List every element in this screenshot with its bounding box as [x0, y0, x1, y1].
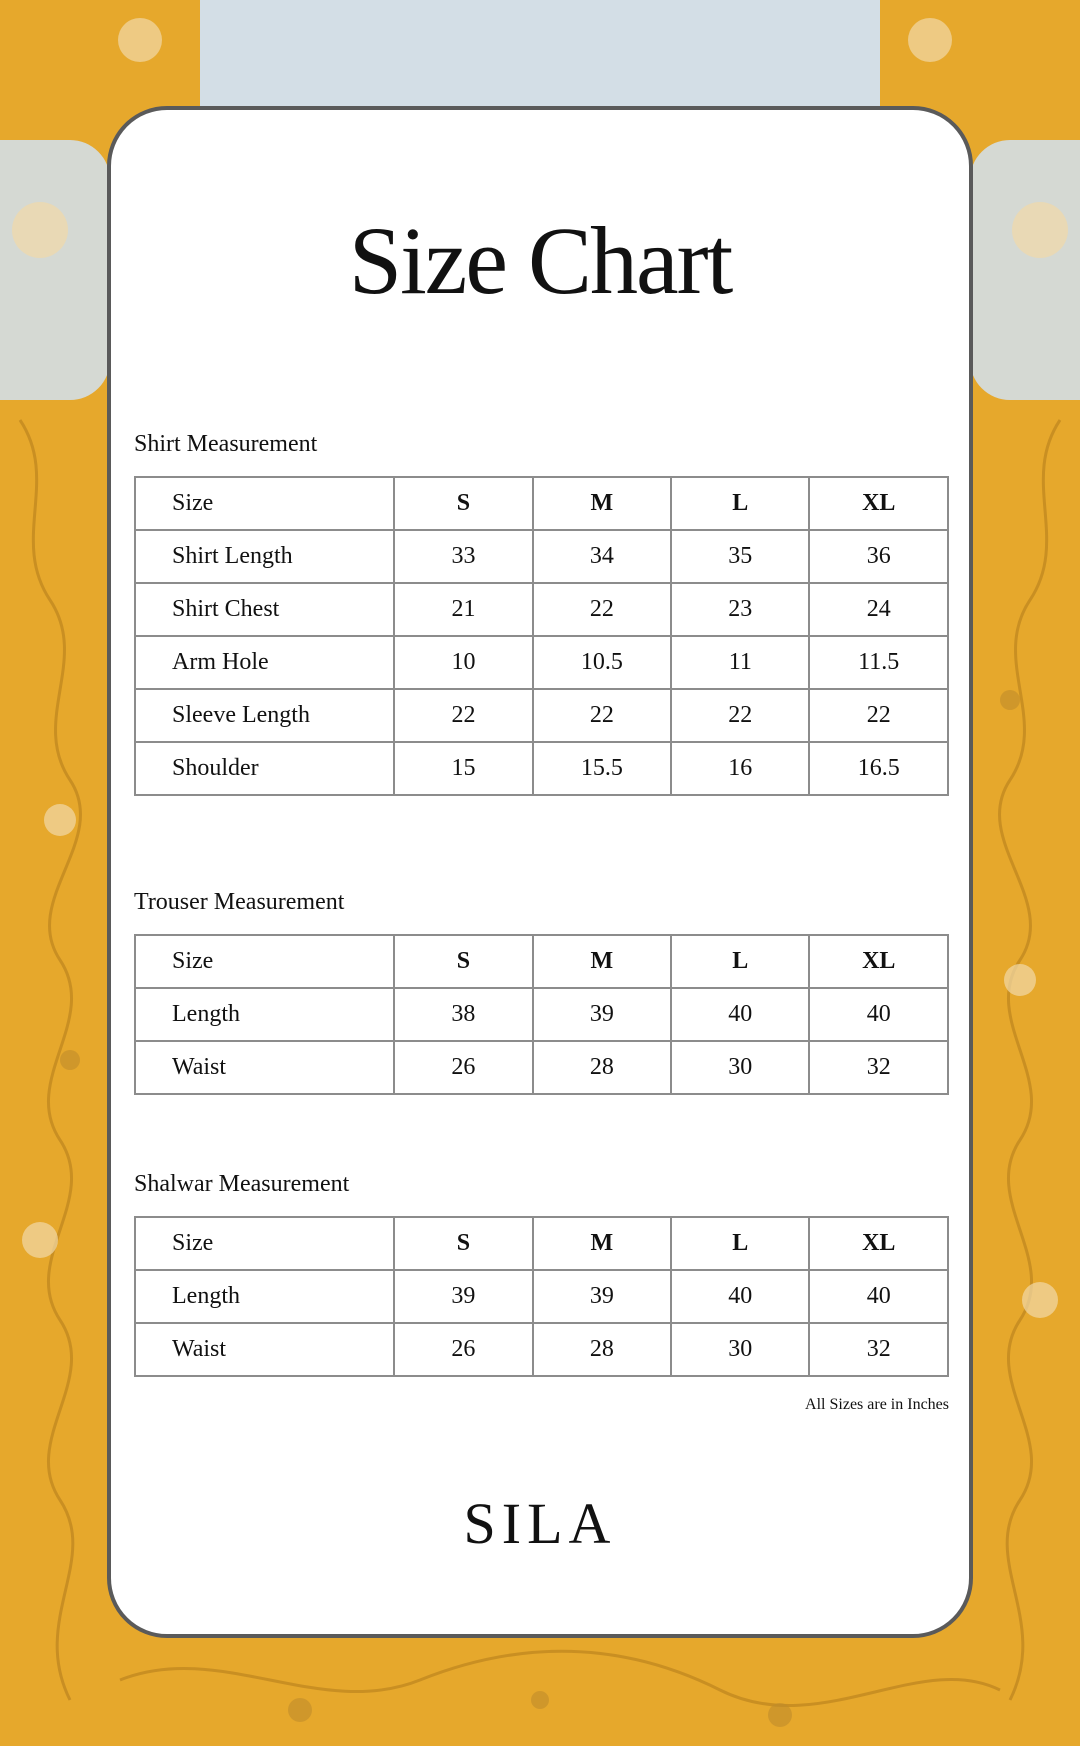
measurement-value: 22: [533, 583, 671, 636]
table-header-row: [135, 935, 948, 988]
measurement-value: 10: [394, 636, 532, 689]
header-size-s: S: [394, 1217, 532, 1270]
header-size-xl: XL: [809, 477, 948, 530]
measurement-name: Waist: [135, 1041, 394, 1094]
brand-logo: SILA: [463, 1491, 617, 1556]
header-size-s: S: [394, 935, 532, 988]
table-row: [135, 742, 948, 795]
header-size-m: M: [533, 477, 671, 530]
measurement-value: 39: [533, 1270, 671, 1323]
measurement-value: 21: [394, 583, 532, 636]
table-row: [135, 636, 948, 689]
table-row: [135, 988, 948, 1041]
shirt-table: [134, 476, 949, 796]
header-size-label: Size: [135, 1217, 394, 1270]
header-size-l: L: [671, 935, 809, 988]
header-size-m: M: [533, 935, 671, 988]
measurement-value: 33: [394, 530, 532, 583]
measurement-value: 16: [671, 742, 809, 795]
measurement-value: 10.5: [533, 636, 671, 689]
page-title: Size Chart: [348, 207, 732, 314]
measurement-name: Shirt Length: [135, 530, 394, 583]
measurement-value: 40: [809, 988, 948, 1041]
measurement-value: 26: [394, 1323, 532, 1376]
header-size-m: M: [533, 1217, 671, 1270]
measurement-value: 23: [671, 583, 809, 636]
measurement-value: 36: [809, 530, 948, 583]
measurement-value: 16.5: [809, 742, 948, 795]
measurement-value: 30: [671, 1323, 809, 1376]
header-size-label: Size: [135, 477, 394, 530]
measurement-value: 32: [809, 1041, 948, 1094]
measurement-value: 34: [533, 530, 671, 583]
measurement-value: 26: [394, 1041, 532, 1094]
shalwar-section-label: Shalwar Measurement: [134, 1171, 350, 1197]
measurement-value: 30: [671, 1041, 809, 1094]
header-size-xl: XL: [809, 1217, 948, 1270]
trouser-table: [134, 934, 949, 1095]
measurement-value: 40: [671, 1270, 809, 1323]
trouser-section-label: Trouser Measurement: [134, 889, 345, 915]
shirt-section-label: Shirt Measurement: [134, 431, 318, 457]
table-row: [135, 1041, 948, 1094]
table-row: [135, 1270, 948, 1323]
measurement-value: 22: [671, 689, 809, 742]
measurement-value: 22: [533, 689, 671, 742]
header-size-l: L: [671, 477, 809, 530]
measurement-value: 11: [671, 636, 809, 689]
header-size-xl: XL: [809, 935, 948, 988]
table-header-row: [135, 477, 948, 530]
measurement-value: 40: [809, 1270, 948, 1323]
table-row: [135, 530, 948, 583]
measurement-value: 28: [533, 1323, 671, 1376]
measurement-value: 22: [809, 689, 948, 742]
measurement-name: Sleeve Length: [135, 689, 394, 742]
table-row: [135, 1323, 948, 1376]
measurement-value: 24: [809, 583, 948, 636]
table-row: [135, 689, 948, 742]
measurement-name: Arm Hole: [135, 636, 394, 689]
measurement-value: 22: [394, 689, 532, 742]
measurement-name: Length: [135, 1270, 394, 1323]
table-row: [135, 583, 948, 636]
measurement-value: 15.5: [533, 742, 671, 795]
measurement-name: Shirt Chest: [135, 583, 394, 636]
measurement-value: 15: [394, 742, 532, 795]
measurement-value: 40: [671, 988, 809, 1041]
header-size-l: L: [671, 1217, 809, 1270]
measurement-name: Shoulder: [135, 742, 394, 795]
measurement-name: Waist: [135, 1323, 394, 1376]
measurement-value: 11.5: [809, 636, 948, 689]
measurement-value: 28: [533, 1041, 671, 1094]
units-note: All Sizes are in Inches: [805, 1396, 949, 1413]
measurement-value: 38: [394, 988, 532, 1041]
measurement-value: 39: [533, 988, 671, 1041]
measurement-value: 35: [671, 530, 809, 583]
table-header-row: [135, 1217, 948, 1270]
measurement-name: Length: [135, 988, 394, 1041]
header-size-label: Size: [135, 935, 394, 988]
header-size-s: S: [394, 477, 532, 530]
measurement-value: 39: [394, 1270, 532, 1323]
shalwar-table: [134, 1216, 949, 1377]
measurement-value: 32: [809, 1323, 948, 1376]
